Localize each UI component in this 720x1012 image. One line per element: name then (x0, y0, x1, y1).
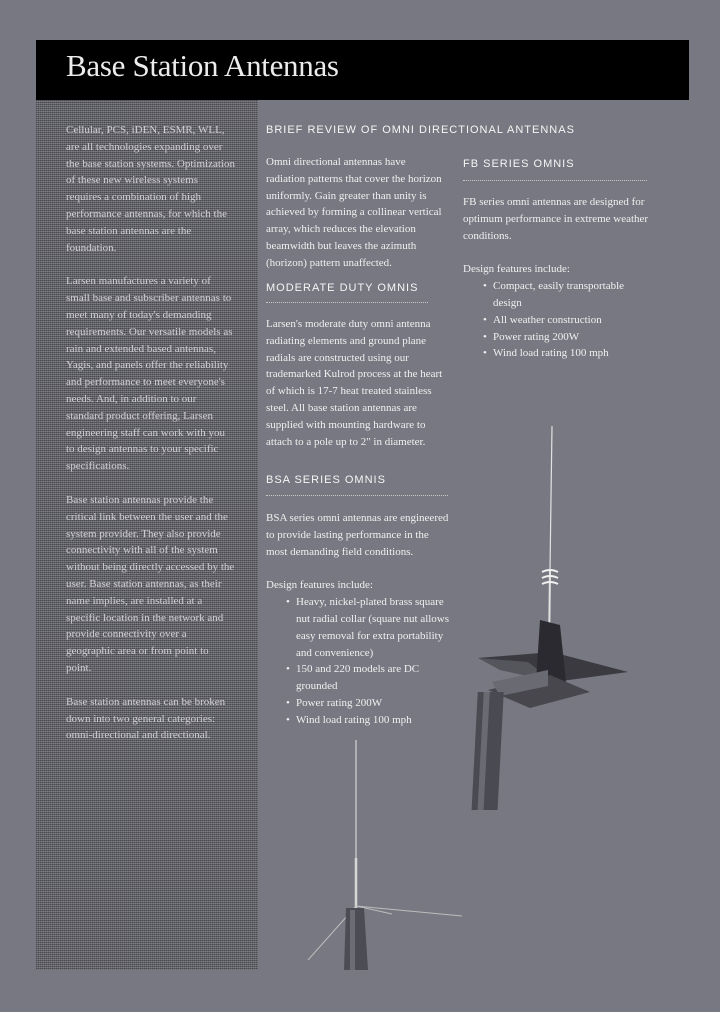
sidebar-paragraph: Cellular, PCS, iDEN, ESMR, WLL, are all technologies expanding over the base station systems. Optimization of these new wireless systems requires a combination of high performance antennas, for which the base station antennas are the foundation. (66, 124, 235, 254)
moderate-duty-rule (266, 302, 428, 303)
brief-review-heading: BRIEF REVIEW OF OMNI DIRECTIONAL ANTENNAS (266, 124, 575, 136)
bsa-feature-item: • 150 and 220 models are DC grounded (296, 661, 452, 695)
bsa-series-rule (266, 495, 448, 496)
fb-feature-item: • Power rating 200W (493, 329, 653, 346)
brief-review-paragraph: Omni directional antennas have radiation patterns that cover the horizon uniformly. Gain greater than unity is achieved by forming a collinear vertical array, which reduces the elevation beamwidth but leaves the azimuth (horizon) pattern unaffected. (266, 156, 442, 269)
page-header (36, 40, 689, 100)
bsa-feature-item: • Heavy, nickel-plated brass square nut radial collar (square nut allows easy removal for extra portability and convenience) (296, 594, 452, 661)
brief-review-text (266, 154, 446, 289)
fb-series-text (463, 194, 653, 362)
page-title: Base Station Antennas (66, 48, 339, 83)
moderate-duty-text (266, 316, 450, 467)
fb-feature-item: • Compact, easily transportable design (493, 278, 653, 312)
fb-feature-item: • All weather construction (493, 312, 653, 329)
sidebar-panel (36, 100, 258, 970)
fb-feature-item: • Wind load rating 100 mph (493, 345, 653, 362)
antenna-upper-image (470, 420, 640, 820)
fb-series-rule (463, 180, 647, 181)
fb-series-paragraph: FB series omni antennas are designed for optimum performance in extreme weather conditions. (463, 196, 649, 242)
bsa-series-paragraph: BSA series omni antennas are engineered to provide lasting performance in the most demanding field conditions. (266, 512, 449, 558)
fb-features-list (463, 278, 653, 362)
bsa-features-list (266, 594, 452, 728)
sidebar-paragraph: Base station antennas can be broken down into two general categories: omni-directional and directional. (66, 695, 226, 742)
bsa-feature-item: • Wind load rating 100 mph (296, 712, 452, 729)
antenna-lower-image (300, 738, 470, 970)
moderate-duty-paragraph: Larsen's moderate duty omni antenna radiating elements and ground plane radials are constructed using our trademarked Kulrod process at the heart of which is 17-7 heat treated stainless steel. All base station antennas are supplied with mounting hardware to attach to a pole up to 2" in diameter. (266, 318, 443, 448)
bsa-feature-item: • Power rating 200W (296, 695, 452, 712)
fb-series-heading: FB SERIES OMNIS (463, 158, 575, 170)
sidebar-paragraph: Base station antennas provide the critical link between the user and the system provider. They also provide connectivity with all of the system without being directly accessed by the user. Base station antennas, as their name implies, are installed at a specific location in the network and provide connectivity over a geographic area or from point to point. (66, 493, 235, 674)
bsa-series-heading: BSA SERIES OMNIS (266, 474, 386, 486)
moderate-duty-heading: MODERATE DUTY OMNIS (266, 282, 419, 294)
sidebar-paragraph: Larsen manufactures a variety of small base and subscriber antennas to meet many of today's demanding requirements. Our versatile models as rain and extended based antennas, Yagis, and panels offer the reliability and performance to meet everyone's needs. And, in addition to our standard product offering, Larsen engineering staff can work with you to design antennas to your specific specifications. (66, 275, 233, 473)
bsa-series-text (266, 510, 452, 729)
sidebar-text (66, 122, 236, 761)
bsa-features-intro: Design features include: (266, 579, 373, 592)
fb-features-intro: Design features include: (463, 263, 570, 276)
